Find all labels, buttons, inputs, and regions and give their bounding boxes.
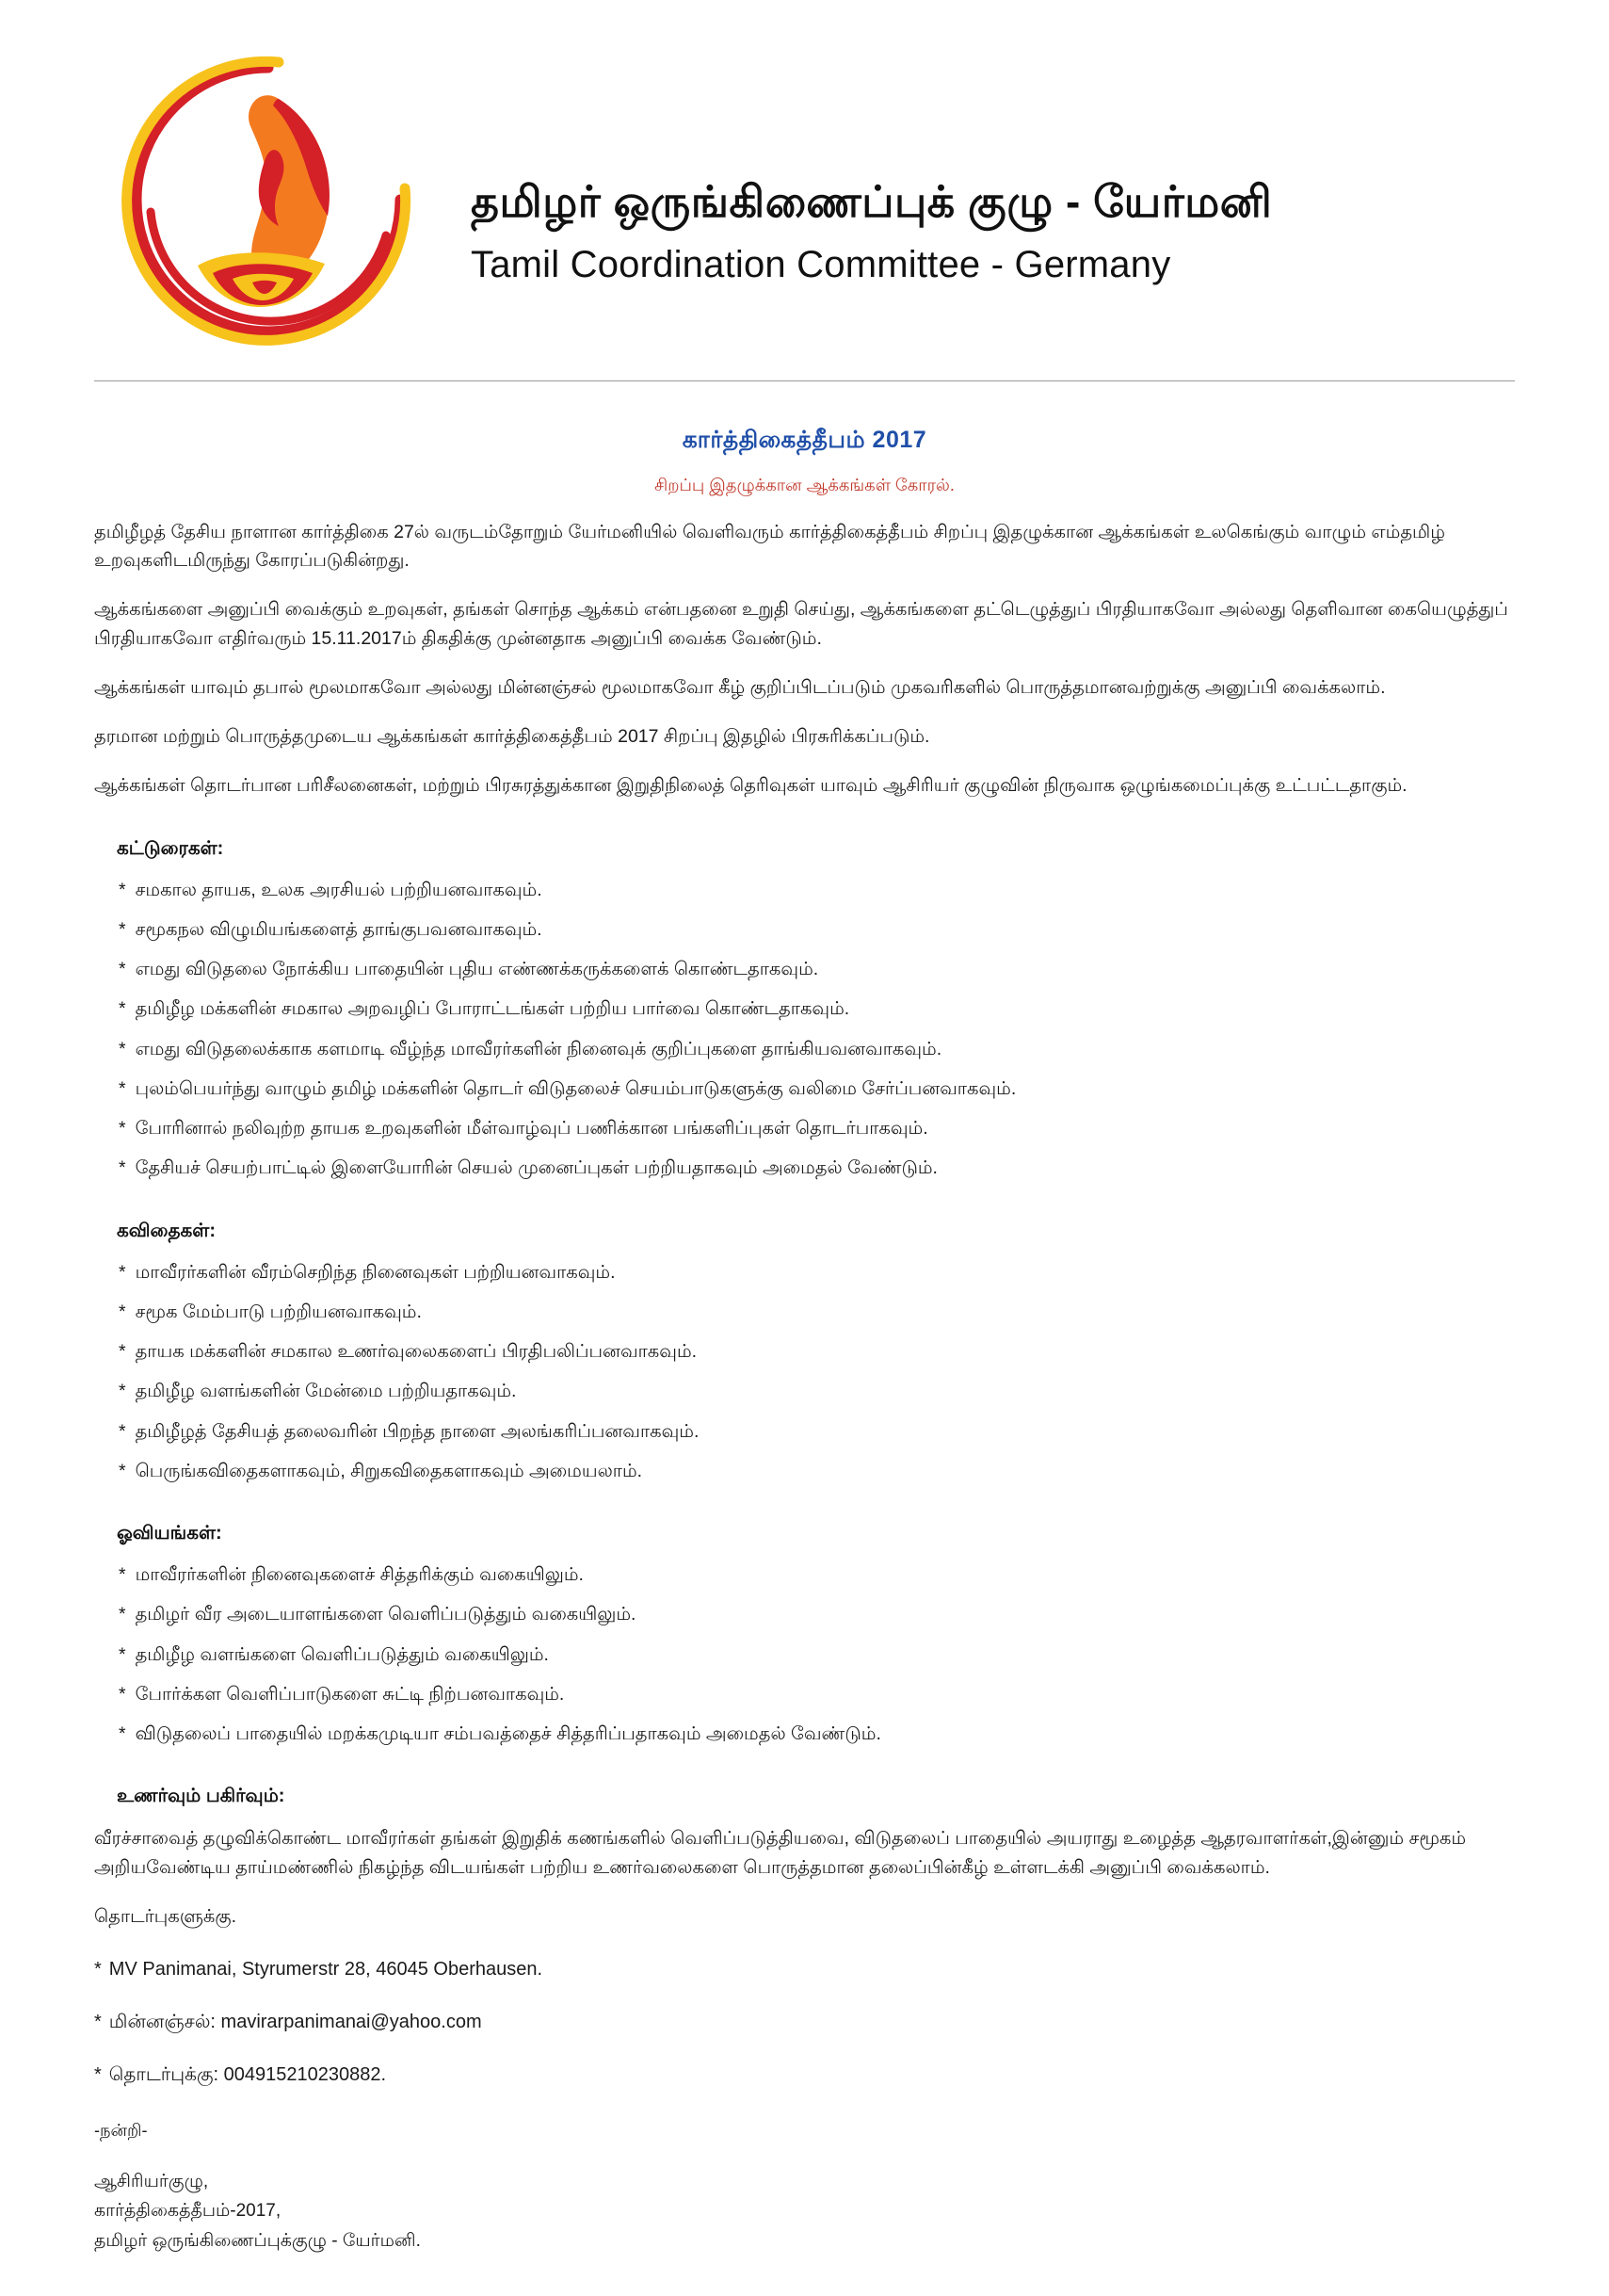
- bullet-marker: *: [119, 1038, 126, 1059]
- list-item: [119, 1458, 1515, 1485]
- list-item: [119, 1155, 1515, 1182]
- list-item: [119, 916, 1515, 944]
- bullet-marker: *: [119, 1157, 126, 1179]
- list-essays: [94, 877, 1515, 1183]
- bullet-marker: *: [119, 1301, 126, 1322]
- bullet-marker: *: [119, 959, 126, 980]
- bullet-marker: *: [119, 1341, 126, 1363]
- list-item: [119, 956, 1515, 983]
- organization-logo: [94, 47, 442, 367]
- bullet-marker: *: [119, 1261, 126, 1283]
- signature-block: [94, 2169, 1515, 2255]
- section-heading-poems: கவிதைகள்:: [117, 1220, 216, 1241]
- list-item-text: பெருங்கவிதைகளாகவும், சிறுகவிதைகளாகவும் அமையலாம்.: [135, 1460, 643, 1481]
- bullet-marker: *: [119, 1604, 126, 1625]
- bullet-marker: *: [119, 1564, 126, 1586]
- header-titles: [471, 128, 1272, 287]
- list-item: [119, 1075, 1515, 1103]
- document-header: [94, 38, 1515, 367]
- section-heading-essays: கட்டுரைகள்:: [117, 837, 224, 859]
- intro-paragraph-4: தரமான மற்றும் பொருத்தமுடைய ஆக்கங்கள் கார்த்திகைத்தீபம் 2017 சிறப்பு இதழில் பிரசுரிக்கப்படும்.: [94, 726, 930, 748]
- list-item-text: போரினால் நலிவுற்ற தாயக உறவுகளின் மீள்வாழ்வுப் பணிக்கான பங்களிப்புகள் தொடர்பாகவும்.: [135, 1118, 928, 1140]
- list-item: [119, 995, 1515, 1023]
- section-heading-feelings: உணர்வும் பகிர்வும்:: [117, 1786, 285, 1807]
- list-item: [119, 1036, 1515, 1063]
- intro-paragraph-5: ஆக்கங்கள் தொடர்பான பரிசீலனைகள், மற்றும் பிரசுரத்துக்கான இறுதிநிலைத் தெரிவுகள் யாவும் ஆசிரியர் குழுவின் நிருவாக ஒழுங்கமைப்புக்கு உட்பட்டதாகும்.: [94, 775, 1408, 797]
- bullet-marker: *: [94, 2011, 102, 2032]
- list-item-text: தமிழர் வீர அடையாளங்களை வெளிப்படுத்தும் வகையிலும்.: [135, 1604, 636, 1625]
- header-divider: [94, 380, 1515, 381]
- signature-line-1: ஆசிரியர்குழு,: [94, 2171, 209, 2191]
- bullet-marker: *: [119, 1420, 126, 1442]
- list-item-text: தேசியச் செயற்பாட்டில் இளையோரின் செயல் முனைப்புகள் பற்றியதாகவும் அமைதல் வேண்டும்.: [135, 1157, 938, 1179]
- intro-paragraph-1: தமிழீழத் தேசிய நாளான கார்த்திகை 27ல் வருடம்தோறும் யேர்மனியில் வெளிவரும் கார்த்திகைத்தீபம் சிறப்பு இதழுக்கான ஆக்கங்கள் உலகெங்கும் வாழும் எம்தமிழ் உறவுகளிடமிருந்து கோரப்படுகின்றது.: [94, 522, 1445, 572]
- list-item-text: சமூக மேம்பாடு பற்றியனவாகவும்.: [135, 1301, 422, 1322]
- list-item-text: எமது விடுதலைக்காக களமாடி வீழ்ந்த மாவீரர்களின் நினைவுக் குறிப்புகளை தாங்கியவனவாகவும்.: [135, 1038, 942, 1059]
- list-item: [119, 1259, 1515, 1286]
- list-item-text: புலம்பெயர்ந்து வாழும் தமிழ் மக்களின் தொடர் விடுதலைச் செயம்பாடுகளுக்கு வலிமை சேர்ப்பனவாகவும்.: [135, 1077, 1017, 1099]
- list-item: [119, 1721, 1515, 1748]
- list-item: [119, 1418, 1515, 1446]
- list-item: [119, 1338, 1515, 1366]
- contact-address-text: MV Panimanai, Styrumerstr 28, 46045 Oberhausen.: [108, 1958, 543, 1980]
- feelings-paragraph: வீரச்சாவைத் தழுவிக்கொண்ட மாவீரர்கள் தங்கள் இறுதிக் கணங்களில் வெளிப்படுத்தியவை, விடுதலைப் பாதையில் அயராது உழைத்த ஆதரவாளர்கள்,இன்னும் சமூகம் அறியவேண்டிய தாய்மண்ணில் நிகழ்ந்த விடயங்கள் பற்றிய உணர்வலைகளை பொருத்தமான தலைப்பின்கீழ் உள்ளடக்கி அனுப்பி வைக்கலாம்.: [94, 1828, 1467, 1878]
- list-item-text: சமூகநல விழுமியங்களைத் தாங்குபவனவாகவும்.: [135, 918, 542, 940]
- bullet-marker: *: [119, 1460, 126, 1481]
- intro-paragraph-3: ஆக்கங்கள் யாவும் தபால் மூலமாகவோ அல்லது மின்னஞ்சல் மூலமாகவோ கீழ் குறிப்பிடப்படும் முகவரிகளில் பொருத்தமானவற்றுக்கு அனுப்பி வைக்கலாம்.: [94, 676, 1386, 698]
- list-paintings: [94, 1561, 1515, 1748]
- signature-line-2: கார்த்திகைத்தீபம்-2017,: [94, 2201, 282, 2222]
- contact-phone: [94, 2061, 1515, 2089]
- list-item-text: சமகால தாயக, உலக அரசியல் பற்றியனவாகவும்.: [135, 879, 542, 900]
- signature-line-3: தமிழர் ஒருங்கிணைப்புக்குழு - யேர்மனி.: [94, 2231, 421, 2252]
- list-item-text: தமிழீழ வளங்களின் மேன்மை பற்றியதாகவும்.: [135, 1381, 517, 1402]
- org-title-english: Tamil Coordination Committee - Germany: [471, 244, 1171, 286]
- bullet-marker: *: [119, 998, 126, 1020]
- list-item: [119, 1115, 1515, 1142]
- list-item-text: போர்க்கள வெளிப்பாடுகளை சுட்டி நிற்பனவாகவும்.: [135, 1683, 565, 1705]
- list-item: [119, 877, 1515, 904]
- list-poems: [94, 1259, 1515, 1486]
- contact-email-text[interactable]: மின்னஞ்சல்: mavirarpanimanai@yahoo.com: [108, 2011, 482, 2032]
- section-heading-paintings: ஓவியங்கள்:: [117, 1523, 222, 1544]
- list-item: [119, 1641, 1515, 1669]
- list-item: [119, 1561, 1515, 1589]
- bullet-marker: *: [119, 1118, 126, 1140]
- thanks-note: -நன்றி-: [94, 2120, 148, 2140]
- page-title: கார்த்திகைத்தீபம் 2017: [682, 427, 927, 453]
- list-item-text: எமது விடுதலை நோக்கிய பாதையின் புதிய எண்ணக்கருக்களைக் கொண்டதாகவும்.: [135, 959, 819, 980]
- org-title-tamil: தமிழர் ஒருங்கிணைப்புக் குழு - யேர்மனி: [471, 176, 1273, 226]
- list-item-text: தமிழீழ மக்களின் சமகால அறவழிப் போராட்டங்கள் பற்றிய பார்வை கொண்டதாகவும்.: [135, 998, 850, 1020]
- bullet-marker: *: [119, 1381, 126, 1402]
- list-item-text: தமிழீழ வளங்களை வெளிப்படுத்தும் வகையிலும்.: [135, 1643, 549, 1665]
- page-subtitle: சிறப்பு இதழுக்கான ஆக்கங்கள் கோரல்.: [654, 476, 955, 494]
- bullet-marker: *: [119, 1683, 126, 1705]
- list-item: [119, 1378, 1515, 1405]
- bullet-marker: *: [94, 2063, 102, 2085]
- list-item-text: மாவீரர்களின் வீரம்செறிந்த நினைவுகள் பற்றியனவாகவும்.: [135, 1261, 616, 1283]
- intro-paragraph-2: ஆக்கங்களை அனுப்பி வைக்கும் உறவுகள், தங்கள் சொந்த ஆக்கம் என்பதனை உறுதி செய்து, ஆக்கங்களை தட்டெழுத்துப் பிரதியாகவோ அல்லது தெளிவான கையெழுத்துப் பிரதியாகவோ எதிர்வரும் 15.11.2017ம் திகதிக்கு முன்னதாக அனுப்பி வைக்க வேண்டும்.: [94, 599, 1508, 649]
- logo-icon: [94, 47, 442, 367]
- contact-email[interactable]: [94, 2008, 1515, 2036]
- bullet-marker: *: [119, 879, 126, 900]
- contact-phone-text: தொடர்புக்கு: 004915210230882.: [108, 2063, 387, 2085]
- contact-address: [94, 1955, 1515, 1983]
- bullet-marker: *: [119, 1723, 126, 1745]
- list-item-text: விடுதலைப் பாதையில் மறக்கமுடியா சம்பவத்தைச் சித்தரிப்பதாகவும் அமைதல் வேண்டும்.: [135, 1723, 881, 1745]
- bullet-marker: *: [119, 918, 126, 940]
- contact-intro: தொடர்புகளுக்கு.: [94, 1905, 237, 1927]
- bullet-marker: *: [119, 1643, 126, 1665]
- bullet-marker: *: [119, 1077, 126, 1099]
- list-item-text: தாயக மக்களின் சமகால உணர்வுலைகளைப் பிரதிபலிப்பனவாகவும்.: [135, 1341, 698, 1363]
- list-item-text: மாவீரர்களின் நினைவுகளைச் சித்தரிக்கும் வகையிலும்.: [135, 1564, 584, 1586]
- bullet-marker: *: [94, 1958, 102, 1980]
- list-item: [119, 1299, 1515, 1326]
- list-item: [119, 1681, 1515, 1708]
- list-item: [119, 1601, 1515, 1628]
- list-item-text: தமிழீழத் தேசியத் தலைவரின் பிறந்த நாளை அலங்கரிப்பனவாகவும்.: [135, 1420, 700, 1442]
